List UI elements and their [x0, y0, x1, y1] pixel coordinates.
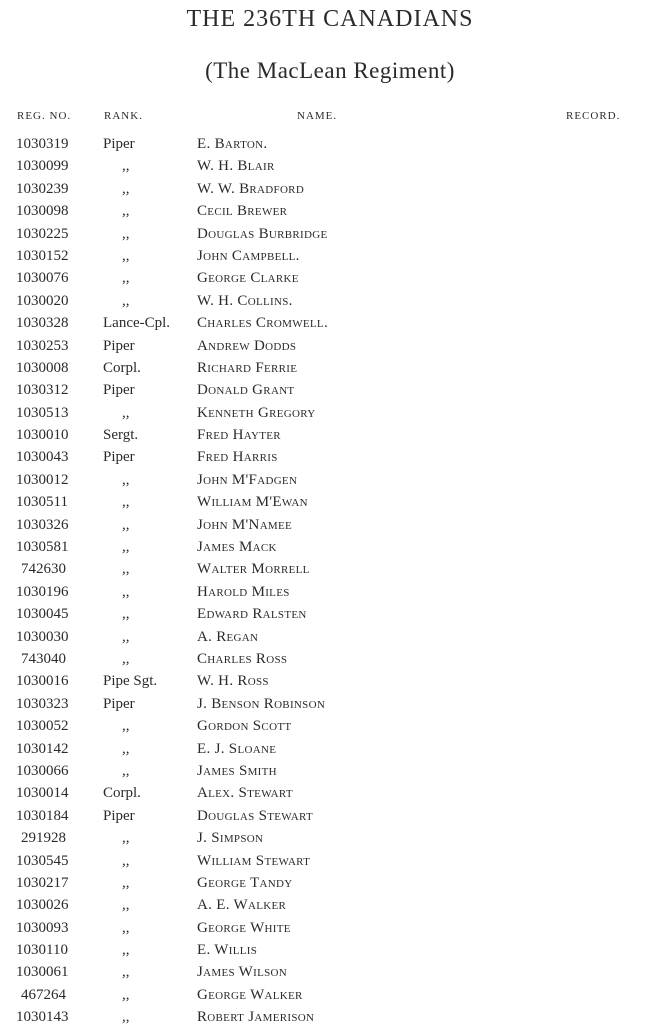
table-row [0, 335, 660, 357]
name-cell: Douglas Burbridge [197, 225, 328, 242]
name-cell: Douglas Stewart [197, 807, 313, 824]
reg-no-cell: 1030152 [16, 247, 69, 264]
reg-no-cell: 743040 [21, 650, 66, 667]
rank-cell: ,, [122, 762, 130, 779]
reg-no-cell: 1030099 [16, 158, 69, 175]
page-title: THE 236TH CANADIANS [186, 6, 474, 32]
reg-no-cell: 1030043 [16, 449, 69, 466]
reg-no-cell: 1030010 [16, 427, 69, 444]
rank-cell: ,, [122, 986, 130, 1003]
reg-no-cell: 1030012 [16, 471, 69, 488]
table-row [0, 469, 660, 491]
rank-cell: ,, [122, 740, 130, 757]
rank-cell: ,, [122, 203, 130, 220]
table-row [0, 1006, 660, 1028]
rank-cell: Lance-Cpl. [103, 315, 171, 332]
name-cell: Charles Cromwell. [197, 315, 328, 332]
reg-no-cell: 1030020 [16, 292, 69, 309]
table-row [0, 245, 660, 267]
table-row [0, 581, 660, 603]
rank-cell: ,, [122, 471, 130, 488]
reg-no-cell: 1030239 [16, 180, 69, 197]
rank-cell: ,, [122, 270, 130, 287]
rank-cell: ,, [122, 852, 130, 869]
name-cell: A. E. Walker [197, 897, 287, 914]
rank-cell: ,, [122, 539, 130, 556]
rank-cell: Corpl. [103, 785, 141, 802]
name-cell: W. H. Collins. [197, 292, 293, 309]
table-row [0, 379, 660, 401]
table-row [0, 178, 660, 200]
table-row [0, 738, 660, 760]
table-row [0, 133, 660, 155]
name-cell: Kenneth Gregory [197, 404, 316, 421]
header-reg-no: REG. NO. [17, 110, 72, 122]
table-row [0, 626, 660, 648]
table-row [0, 536, 660, 558]
rank-cell: ,, [122, 919, 130, 936]
rank-cell: ,, [122, 874, 130, 891]
table-row [0, 872, 660, 894]
rank-cell: ,, [122, 897, 130, 914]
reg-no-cell: 742630 [21, 561, 66, 578]
reg-no-cell: 1030076 [16, 270, 69, 287]
name-cell: James Wilson [197, 964, 288, 981]
table-row [0, 491, 660, 513]
rank-cell: ,, [122, 942, 130, 959]
table-row [0, 558, 660, 580]
rank-cell: ,, [122, 1009, 130, 1026]
name-cell: George Tandy [197, 874, 293, 891]
table-row [0, 200, 660, 222]
name-cell: W. H. Blair [197, 158, 275, 175]
table-row [0, 402, 660, 424]
rank-cell: ,, [122, 516, 130, 533]
table-row [0, 267, 660, 289]
header-name: NAME. [297, 110, 338, 122]
rank-cell: ,, [122, 158, 130, 175]
rank-cell: ,, [122, 292, 130, 309]
table-row [0, 760, 660, 782]
table-row [0, 424, 660, 446]
reg-no-cell: 1030217 [16, 874, 69, 891]
reg-no-cell: 467264 [21, 986, 66, 1003]
name-cell: James Smith [197, 762, 277, 779]
name-cell: William Stewart [197, 852, 311, 869]
rank-cell: Piper [103, 337, 135, 354]
reg-no-cell: 1030225 [16, 225, 69, 242]
column-headers [0, 110, 660, 126]
name-cell: J. Benson Robinson [197, 695, 326, 712]
table-row [0, 514, 660, 536]
reg-no-cell: 1030511 [16, 494, 68, 511]
table-row [0, 715, 660, 737]
table-row [0, 357, 660, 379]
reg-no-cell: 1030052 [16, 718, 69, 735]
name-cell: Edward Ralsten [197, 606, 307, 623]
name-cell: William M'Ewan [197, 494, 308, 511]
name-cell: A. Regan [197, 628, 259, 645]
rank-cell: Sergt. [103, 427, 139, 444]
name-cell: Walter Morrell [197, 561, 310, 578]
reg-no-cell: 1030014 [16, 785, 69, 802]
rank-cell: Corpl. [103, 359, 141, 376]
reg-no-cell: 1030184 [16, 807, 69, 824]
rank-cell: ,, [122, 718, 130, 735]
name-cell: Gordon Scott [197, 718, 292, 735]
table-row [0, 446, 660, 468]
reg-no-cell: 1030545 [16, 852, 69, 869]
name-cell: James Mack [197, 539, 277, 556]
rank-cell: ,, [122, 964, 130, 981]
name-cell: Robert Jamerison [197, 1009, 315, 1026]
reg-no-cell: 1030066 [16, 762, 69, 779]
reg-no-cell: 1030016 [16, 673, 69, 690]
name-cell: Fred Harris [197, 449, 278, 466]
page-subtitle: (The MacLean Regiment) [205, 58, 455, 83]
name-cell: Richard Ferrie [197, 359, 298, 376]
reg-no-cell: 1030045 [16, 606, 69, 623]
name-cell: J. Simpson [197, 830, 264, 847]
reg-no-cell: 1030581 [16, 539, 69, 556]
table-row [0, 603, 660, 625]
rank-cell: Piper [103, 695, 135, 712]
name-cell: Fred Hayter [197, 427, 281, 444]
rank-cell: ,, [122, 404, 130, 421]
rank-cell: ,, [122, 628, 130, 645]
rank-cell: Piper [103, 807, 135, 824]
reg-no-cell: 1030312 [16, 382, 69, 399]
rank-cell: Pipe Sgt. [103, 673, 158, 690]
reg-no-cell: 1030061 [16, 964, 69, 981]
header-rank: RANK. [104, 110, 143, 122]
table-row [0, 290, 660, 312]
reg-no-cell: 1030323 [16, 695, 69, 712]
reg-no-cell: 1030093 [16, 919, 69, 936]
reg-no-cell: 1030008 [16, 359, 69, 376]
reg-no-cell: 1030026 [16, 897, 69, 914]
rank-cell: ,, [122, 606, 130, 623]
reg-no-cell: 1030328 [16, 315, 69, 332]
name-cell: John Campbell. [197, 247, 300, 264]
rank-cell: ,, [122, 830, 130, 847]
table-row [0, 805, 660, 827]
name-cell: George White [197, 919, 291, 936]
name-cell: Andrew Dodds [197, 337, 297, 354]
name-cell: George Clarke [197, 270, 299, 287]
reg-no-cell: 1030326 [16, 516, 69, 533]
rank-cell: Piper [103, 136, 135, 152]
reg-no-cell: 291928 [21, 830, 66, 847]
table-row [0, 312, 660, 334]
reg-no-cell: 1030143 [16, 1009, 69, 1026]
name-cell: W. H. Ross [197, 673, 269, 690]
reg-no-cell: 1030142 [16, 740, 69, 757]
table-row [0, 693, 660, 715]
name-cell: Alex. Stewart [197, 785, 293, 802]
name-cell: George Walker [197, 986, 303, 1003]
name-cell: E. Willis [197, 942, 258, 959]
roster-list [0, 133, 660, 1029]
table-row [0, 850, 660, 872]
rank-cell: ,, [122, 225, 130, 242]
reg-no-cell: 1030253 [16, 337, 69, 354]
table-row [0, 648, 660, 670]
name-cell: John M'Fadgen [197, 471, 298, 488]
name-cell: Donald Grant [197, 382, 295, 399]
rank-cell: ,, [122, 180, 130, 197]
table-row [0, 827, 660, 849]
name-cell: W. W. Bradford [197, 180, 305, 197]
table-row [0, 984, 660, 1006]
rank-cell: ,, [122, 247, 130, 264]
rank-cell: Piper [103, 382, 135, 399]
name-cell: Harold Miles [197, 583, 290, 600]
table-row [0, 782, 660, 804]
reg-no-cell: 1030513 [16, 404, 69, 421]
table-row [0, 939, 660, 961]
rank-cell: ,, [122, 494, 130, 511]
table-row [0, 670, 660, 692]
name-cell: Cecil Brewer [197, 203, 288, 220]
rank-cell: ,, [122, 583, 130, 600]
name-cell: E. Barton. [197, 136, 268, 152]
rank-cell: Piper [103, 449, 135, 466]
table-row [0, 961, 660, 983]
reg-no-cell: 1030196 [16, 583, 69, 600]
header-record: RECORD. [566, 110, 621, 122]
table-row [0, 155, 660, 177]
reg-no-cell: 1030030 [16, 628, 69, 645]
reg-no-cell: 1030098 [16, 203, 69, 220]
rank-cell: ,, [122, 561, 130, 578]
reg-no-cell: 1030110 [16, 942, 68, 959]
name-cell: E. J. Sloane [197, 740, 277, 757]
name-cell: John M'Namee [197, 516, 293, 533]
name-cell: Charles Ross [197, 650, 288, 667]
table-row [0, 917, 660, 939]
rank-cell: ,, [122, 650, 130, 667]
reg-no-cell: 1030319 [16, 136, 69, 152]
table-row [0, 223, 660, 245]
table-row [0, 894, 660, 916]
